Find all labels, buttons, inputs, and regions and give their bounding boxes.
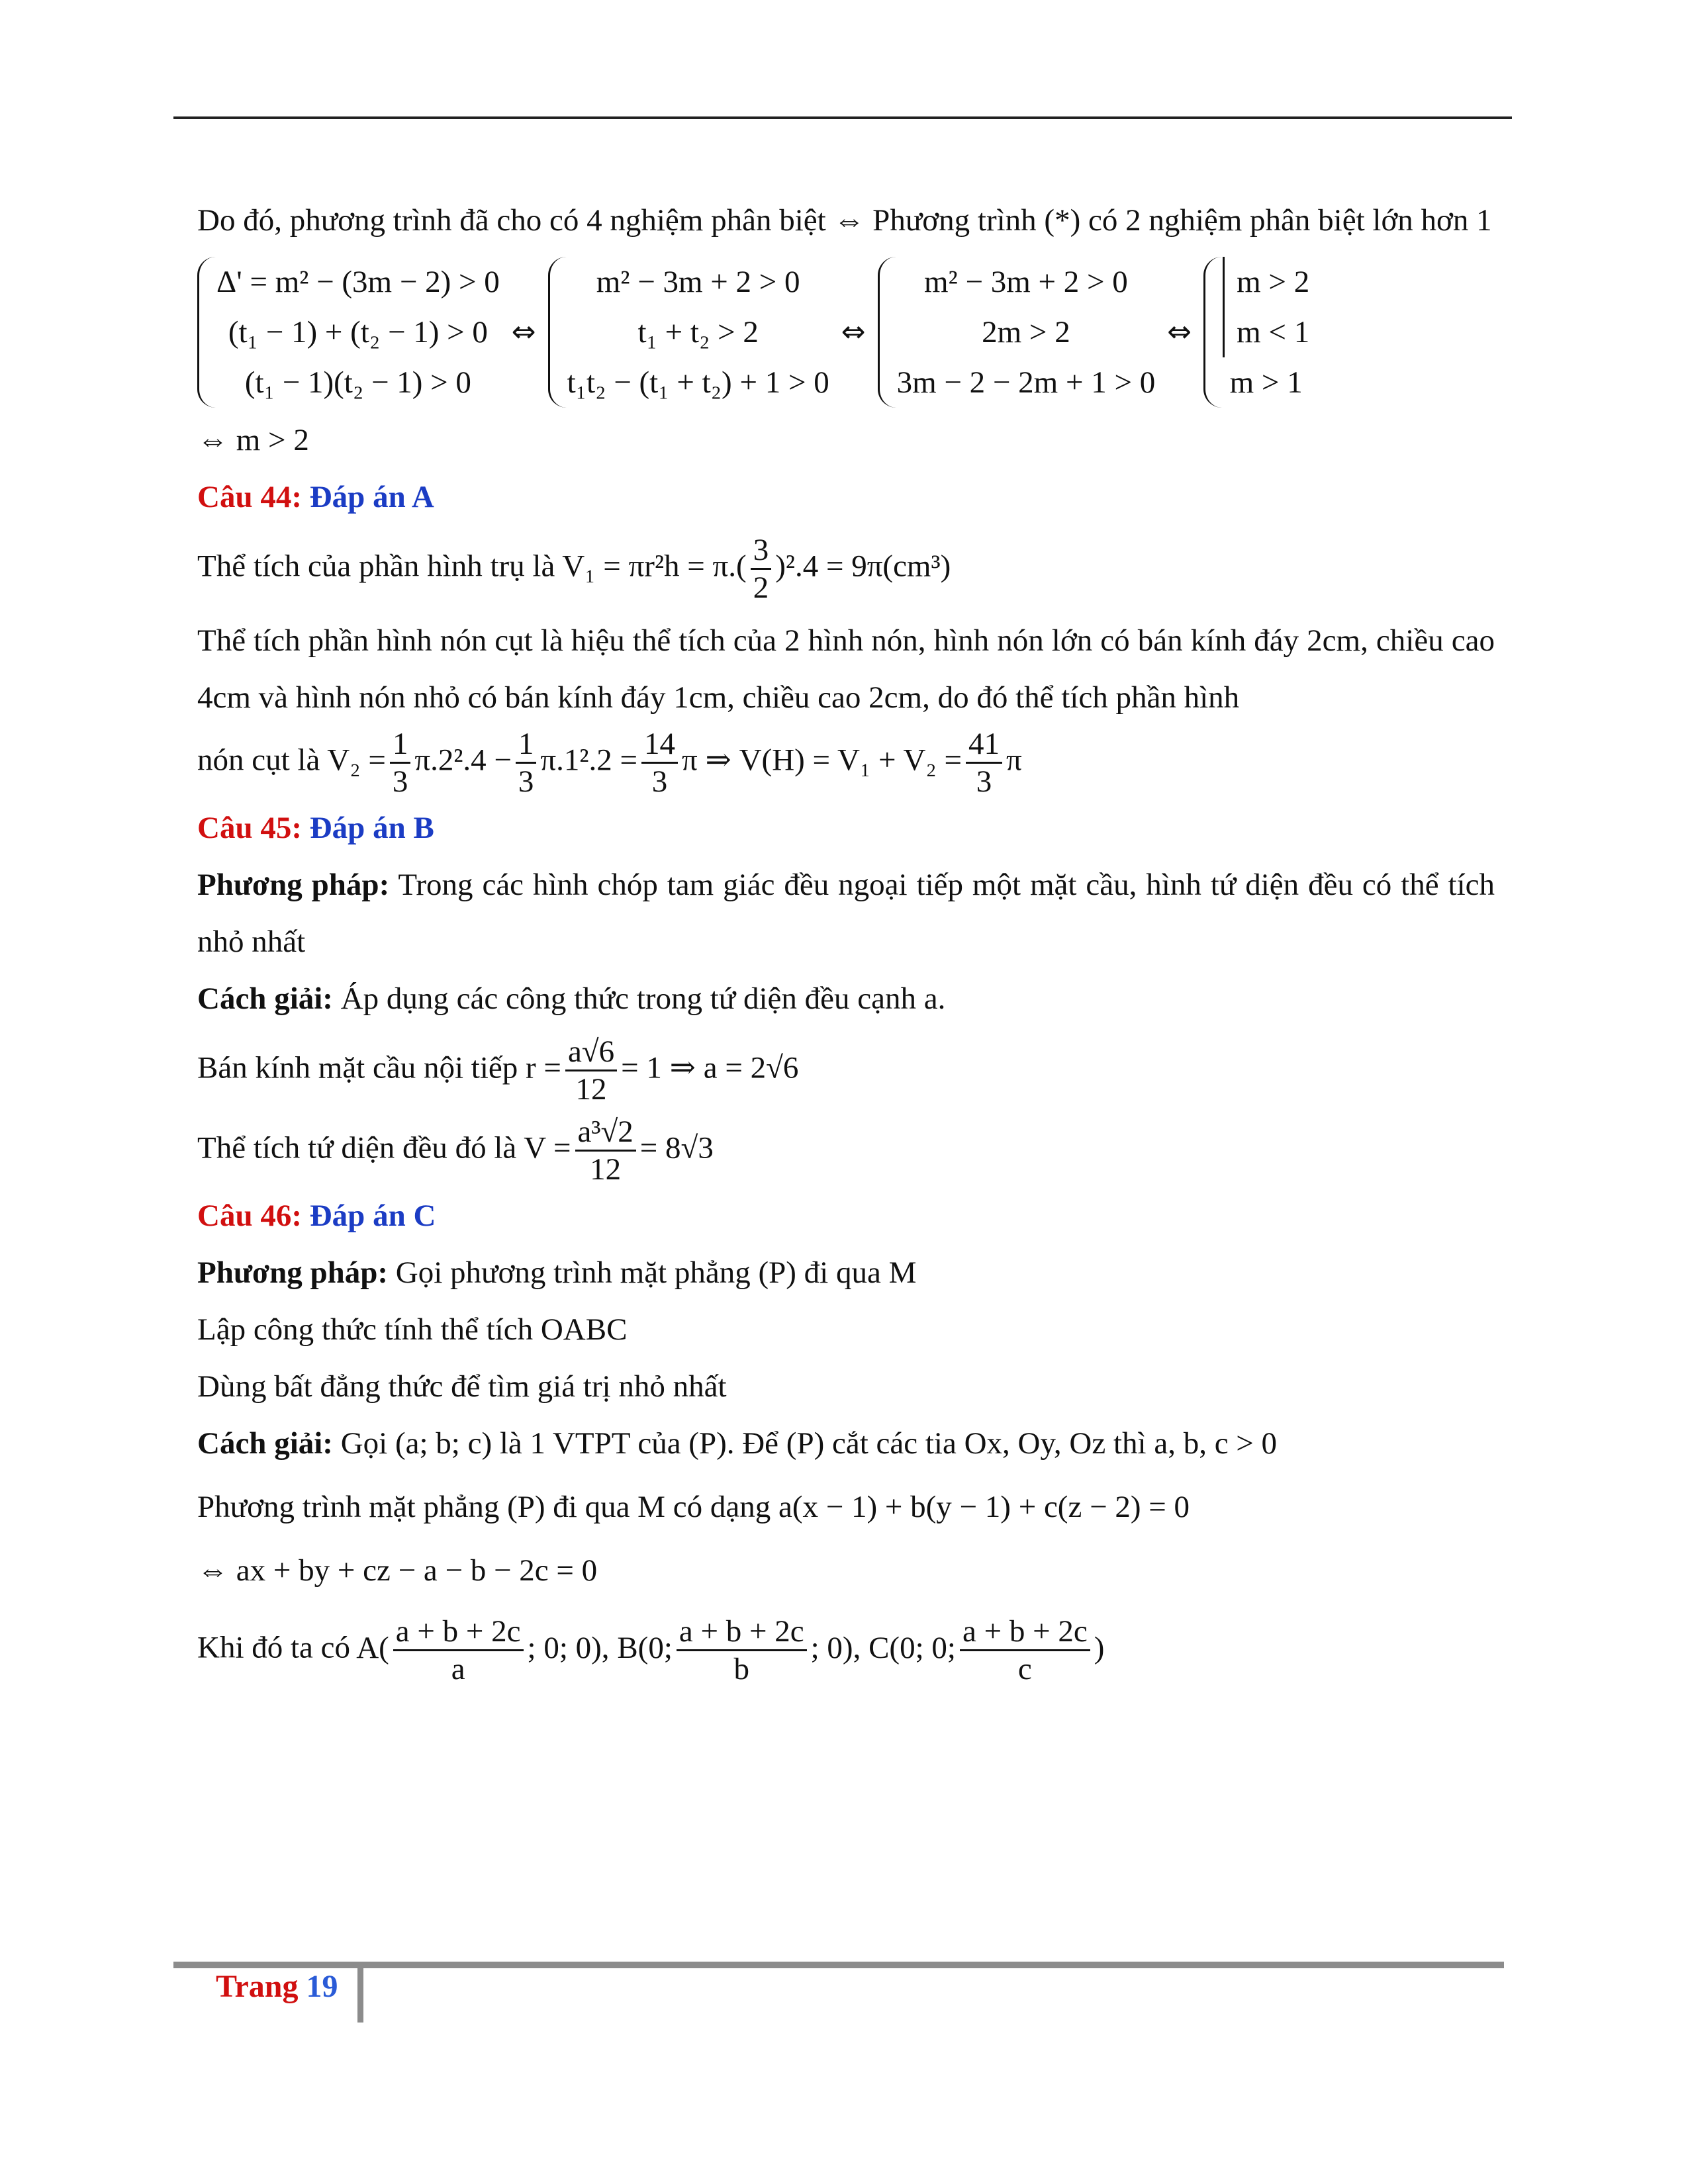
q46-intercepts <box>197 1614 1495 1687</box>
fraction <box>641 726 678 799</box>
q45-volume <box>197 1114 1495 1187</box>
q45-radius <box>197 1034 1495 1107</box>
fraction <box>677 1614 807 1687</box>
denominator: 12 <box>575 1072 607 1107</box>
page-number-label <box>216 1964 338 2009</box>
denominator: 3 <box>392 764 408 799</box>
numerator: a + b + 2c <box>677 1614 807 1651</box>
q45-method <box>197 856 1495 970</box>
footer-text: Trang <box>216 1969 299 2004</box>
fraction <box>516 726 537 799</box>
formula: ) <box>1094 1630 1105 1665</box>
fraction <box>565 1034 617 1107</box>
conclusion-line: ⇔ m > 2 <box>197 423 309 457</box>
formula: a, b, c > 0 <box>1154 1426 1278 1461</box>
text: Thể tích tứ diện đều đó là <box>197 1130 517 1165</box>
point-b <box>617 1614 861 1687</box>
q46-method-2: Lập công thức tính thể tích OABC <box>197 1312 628 1347</box>
q46-method <box>197 1244 1495 1301</box>
solution-text: Áp dụng các công thức trong tứ diện đều cạnh a. <box>340 981 946 1017</box>
formula: C(0; 0; <box>868 1630 956 1665</box>
fraction <box>751 532 772 606</box>
fraction <box>390 726 411 799</box>
fraction <box>393 1614 524 1687</box>
question-number: Câu 46: <box>197 1199 302 1234</box>
system-row: m < 1 <box>1237 315 1310 349</box>
numerator: a + b + 2c <box>393 1614 524 1651</box>
equiv-arrow: ⇔ <box>1167 315 1192 349</box>
numerator: 14 <box>641 726 678 764</box>
paren: ( <box>736 549 747 584</box>
method-label: Phương pháp: <box>197 1255 389 1291</box>
system-row: m² − 3m + 2 > 0 <box>924 265 1128 299</box>
numerator: 1 <box>516 726 537 764</box>
text: Gọi <box>340 1426 388 1461</box>
method-text: Trong các hình chóp tam giác đều ngoại tiếp một mặt cầu, hình tứ diện đều có thể tích nhỏ nhất <box>197 868 1495 960</box>
point-c <box>868 1614 1105 1687</box>
formula: ; 0; 0), <box>527 1630 610 1665</box>
formula: (a; b; c) <box>395 1426 492 1461</box>
system-3 <box>878 257 1156 408</box>
denominator: 3 <box>518 764 534 799</box>
footer-separator <box>357 1964 363 2023</box>
denominator: c <box>1017 1652 1032 1687</box>
formula: .4 = 9π(cm³) <box>794 549 951 584</box>
footer-rule <box>173 1962 1504 1968</box>
header-rule <box>173 116 1512 119</box>
q46-expanded-equation: ⇔ ax + by + cz − a − b − 2c = 0 <box>197 1553 598 1588</box>
equivalence-systems <box>197 257 1495 408</box>
page-content <box>197 192 1495 1687</box>
numerator: a + b + 2c <box>960 1614 1090 1651</box>
question-number: Câu 44: <box>197 480 302 514</box>
method-label: Phương pháp: <box>197 868 390 903</box>
text: là 1 VTPT của (P). Để (P) cắt các tia Ox, Oy, Oz thì <box>499 1426 1147 1461</box>
solution-label: Cách giải: <box>197 981 333 1017</box>
formula: V₁ = πr²h = π. <box>562 549 737 584</box>
text: Phương trình mặt phẳng (P) đi qua M có dạng <box>197 1490 771 1525</box>
solution-label: Cách giải: <box>197 1426 333 1461</box>
fraction <box>960 1614 1090 1687</box>
q44-cylinder-volume <box>197 532 1495 606</box>
intro-paragraph: Do đó, phương trình đã cho có 4 nghiệm phân biệt ⇔ Phương trình (*) có 2 nghiệm phân biệt lớn hơn 1 <box>197 203 1492 238</box>
q46-plane-equation <box>197 1479 1495 1535</box>
text: Thể tích của phần hình trụ là <box>197 549 555 584</box>
formula: ; 0), <box>810 1630 861 1665</box>
point-a <box>356 1614 610 1687</box>
system-row: (t₁ − 1)(t₂ − 1) > 0 <box>244 365 471 400</box>
system-4 <box>1203 257 1309 408</box>
text: Khi đó ta có <box>197 1630 351 1665</box>
numerator: a√6 <box>565 1034 617 1071</box>
formula: A( <box>356 1630 389 1665</box>
formula: V₂ = <box>327 743 386 778</box>
system-row: Δ' = m² − (3m − 2) > 0 <box>216 265 500 299</box>
denominator: 3 <box>651 764 668 799</box>
system-row: 2m > 2 <box>982 315 1070 349</box>
formula: V = <box>524 1130 571 1165</box>
formula: = 8√3 <box>639 1130 714 1165</box>
answer-label: Đáp án B <box>309 811 434 846</box>
system-row: t₁t₂ − (t₁ + t₂) + 1 > 0 <box>567 365 829 400</box>
equiv-arrow: ⇔ <box>841 315 866 349</box>
q44-explanation: Thể tích phần hình nón cụt là hiệu thể tích của 2 hình nón, hình nón lớn có bán kính đáy 2cm, chiều cao 4cm và hình nón nhỏ có bán kính đáy 1cm, chiều cao 2cm, do đó thể tích phần hình <box>197 623 1495 715</box>
q44-frustum-volume <box>197 726 1495 799</box>
formula: = 1 ⇒ a = 2√6 <box>621 1050 799 1085</box>
page-number: 19 <box>306 1969 338 2004</box>
formula: π.1².2 = <box>540 743 637 778</box>
question-46-title <box>197 1187 1495 1244</box>
question-44-title <box>197 469 1495 525</box>
system-row: t₁ + t₂ > 2 <box>637 315 759 349</box>
denominator: 3 <box>976 764 992 799</box>
system-2 <box>548 257 829 408</box>
paren: )² <box>775 549 795 584</box>
formula: r = <box>526 1050 561 1085</box>
or-bracket <box>1223 257 1309 357</box>
question-number: Câu 45: <box>197 811 302 846</box>
q46-solution <box>197 1415 1495 1472</box>
formula: π <box>1006 743 1022 778</box>
answer-label: Đáp án A <box>309 480 434 514</box>
text: nón cụt là <box>197 743 320 778</box>
numerator: 41 <box>966 726 1002 764</box>
text: Bán kính mặt cầu nội tiếp <box>197 1050 518 1085</box>
numerator: 1 <box>390 726 411 764</box>
q45-solution <box>197 970 1495 1027</box>
fraction <box>966 726 1002 799</box>
system-row: m > 2 <box>1237 265 1310 299</box>
denominator: a <box>451 1652 465 1687</box>
system-1 <box>197 257 500 408</box>
system-row: m² − 3m + 2 > 0 <box>596 265 800 299</box>
formula: a(x − 1) + b(y − 1) + c(z − 2) = 0 <box>778 1490 1190 1525</box>
system-row: m > 1 <box>1229 365 1303 400</box>
system-row: (t₁ − 1) + (t₂ − 1) > 0 <box>228 315 488 349</box>
equiv-arrow: ⇔ <box>511 315 536 349</box>
denominator: 2 <box>753 570 769 606</box>
formula: B(0; <box>617 1630 673 1665</box>
q46-method-3: Dùng bất đẳng thức để tìm giá trị nhỏ nhất <box>197 1369 727 1404</box>
fraction <box>575 1114 636 1187</box>
method-text: Gọi phương trình mặt phẳng (P) đi qua M <box>395 1255 917 1291</box>
system-row: 3m − 2 − 2m + 1 > 0 <box>896 365 1156 400</box>
question-45-title <box>197 799 1495 856</box>
numerator: 3 <box>751 532 772 570</box>
formula: π.2².4 − <box>414 743 512 778</box>
answer-label: Đáp án C <box>309 1199 436 1234</box>
denominator: b <box>733 1652 749 1687</box>
denominator: 12 <box>590 1152 622 1187</box>
formula: π ⇒ V(H) = V₁ + V₂ = <box>682 743 962 778</box>
numerator: a³√2 <box>575 1114 636 1152</box>
